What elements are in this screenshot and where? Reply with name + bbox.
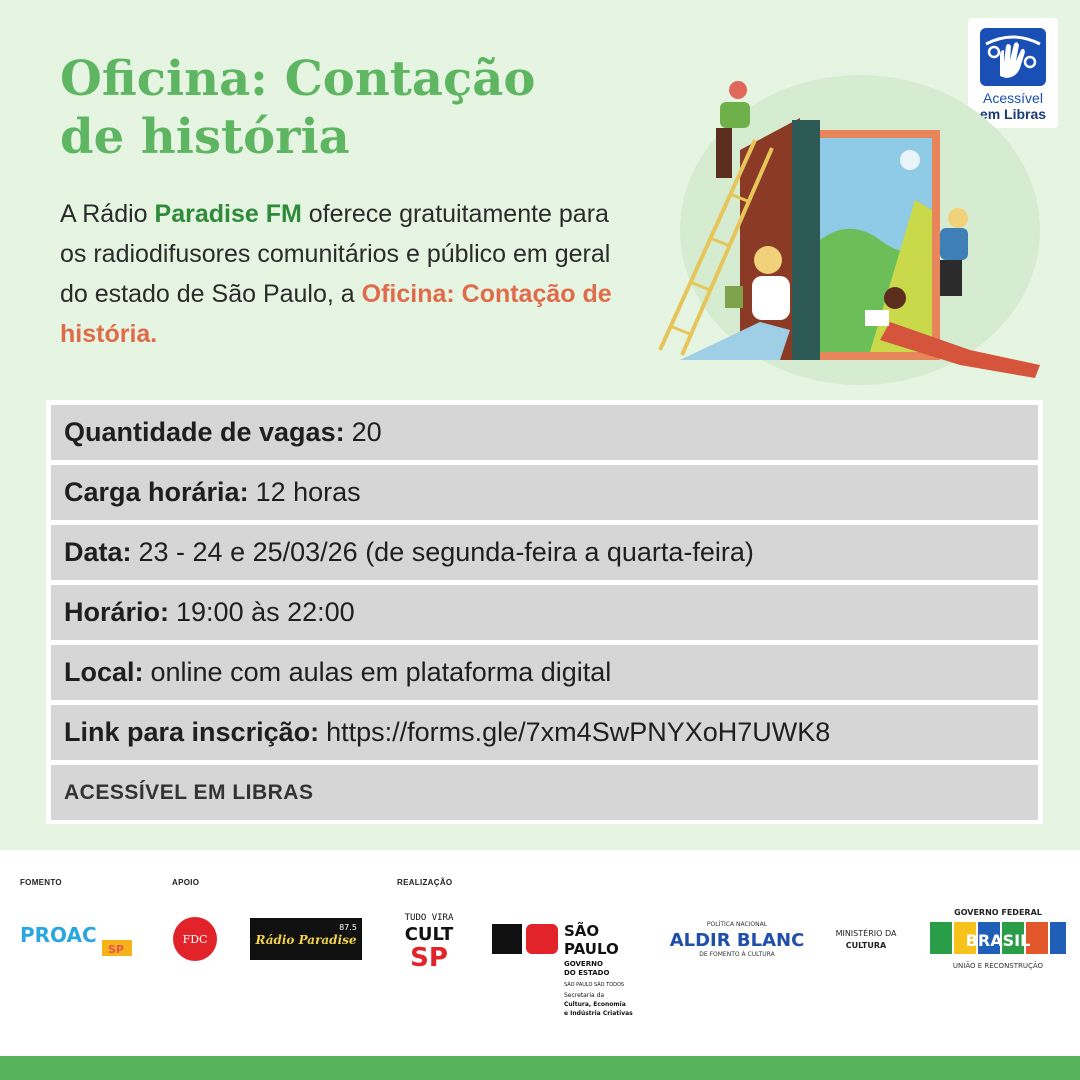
sp-gov-line-1: SÃO [564, 922, 600, 940]
cult-sp-line-2: CULT [404, 924, 454, 945]
sp-gov-line-6: Secretaria da [564, 992, 605, 999]
sp-gov-line-4: DO ESTADO [564, 969, 610, 977]
sao-paulo-gov-logo [490, 916, 655, 1022]
libras-badge-line-1: Acessível [983, 90, 1043, 106]
info-row-data [51, 525, 1038, 580]
fdc-logo [172, 916, 218, 962]
info-row-link [51, 705, 1038, 760]
info-row-local [51, 645, 1038, 700]
sp-gov-line-8: e Indústria Criativas [564, 1010, 633, 1017]
brasil-main: BRASIL [965, 931, 1031, 950]
fdc-logo-text: FDC [182, 933, 208, 946]
sp-gov-line-7: Cultura, Economia [564, 1001, 626, 1008]
governo-federal-logo [926, 906, 1070, 974]
minc-line-2: CULTURA [845, 941, 887, 950]
sp-gov-line-5: SÃO PAULO SÃO TODOS [564, 982, 625, 988]
aldir-blanc-bottom: DE FOMENTO À CULTURA [699, 951, 775, 958]
info-value: 23 - 24 e 25/03/26 (de segunda-feira a quarta-feira) [138, 537, 754, 567]
proac-logo-sub: SP [108, 943, 124, 956]
info-row-carga-horaria [51, 465, 1038, 520]
aldir-blanc-logo [662, 918, 812, 960]
info-label: Horário: [64, 597, 170, 627]
cult-sp-line-3: SP [410, 943, 448, 972]
footer-label-realizacao: REALIZAÇÃO [397, 878, 453, 887]
info-label: Carga horária: [64, 477, 249, 507]
brasil-top: GOVERNO FEDERAL [954, 908, 1042, 917]
info-row-vagas [51, 405, 1038, 460]
sponsor-footer [0, 850, 1080, 1056]
minc-line-1: MINISTÉRIO DA [835, 929, 897, 938]
info-value: 20 [351, 417, 382, 447]
registration-link[interactable]: https://forms.gle/7xm4SwPNYXoH7UWK8 [326, 717, 831, 747]
info-value: 12 horas [255, 477, 361, 507]
libras-badge-line-2: em Libras [979, 106, 1047, 122]
info-row-horario [51, 585, 1038, 640]
aldir-blanc-top: POLÍTICA NACIONAL [706, 921, 768, 928]
intro-text-2: oferece gratuitamente para os radiodifusores comunitários e público em geral do estado de São Paulo, a [60, 200, 611, 308]
workshop-highlight: Oficina: Contação de história. [60, 280, 612, 348]
cult-sp-logo [394, 910, 464, 972]
radio-paradise-name: Rádio Paradise [255, 933, 357, 947]
info-label: Local: [64, 657, 144, 687]
footer-label-apoio: APOIO [172, 878, 200, 887]
ministerio-cultura-logo [818, 926, 914, 952]
proac-logo [18, 918, 136, 960]
accessibility-note: ACESSÍVEL EM LIBRAS [51, 765, 1038, 820]
info-table [46, 400, 1043, 824]
info-label: Link para inscrição: [64, 717, 320, 747]
sp-gov-line-3: GOVERNO [564, 960, 603, 968]
info-label: Data: [64, 537, 132, 567]
info-label: Quantidade de vagas: [64, 417, 345, 447]
cult-sp-line-1: TUDO VIRA [404, 913, 454, 923]
footer-label-fomento: FOMENTO [20, 878, 62, 887]
info-value: online com aulas em plataforma digital [150, 657, 612, 687]
bottom-bar [0, 1056, 1080, 1080]
reading-illustration [640, 60, 1060, 400]
page-title [60, 50, 620, 166]
title-line-1: Oficina: Contação [60, 51, 536, 107]
radio-paradise-freq: 87.5 [339, 923, 357, 932]
radio-brand-name: Paradise FM [154, 200, 302, 228]
brasil-bottom: UNIÃO E RECONSTRUÇÃO [952, 962, 1044, 970]
radio-paradise-logo [250, 918, 362, 960]
sp-gov-line-2: PAULO [564, 940, 619, 958]
info-value: 19:00 às 22:00 [176, 597, 355, 627]
aldir-blanc-main: ALDIR BLANC [669, 930, 805, 951]
proac-logo-text: PROAC [20, 923, 97, 947]
intro-paragraph [60, 194, 640, 354]
intro-text-1: A Rádio [60, 200, 155, 228]
title-line-2: de história [60, 109, 350, 165]
